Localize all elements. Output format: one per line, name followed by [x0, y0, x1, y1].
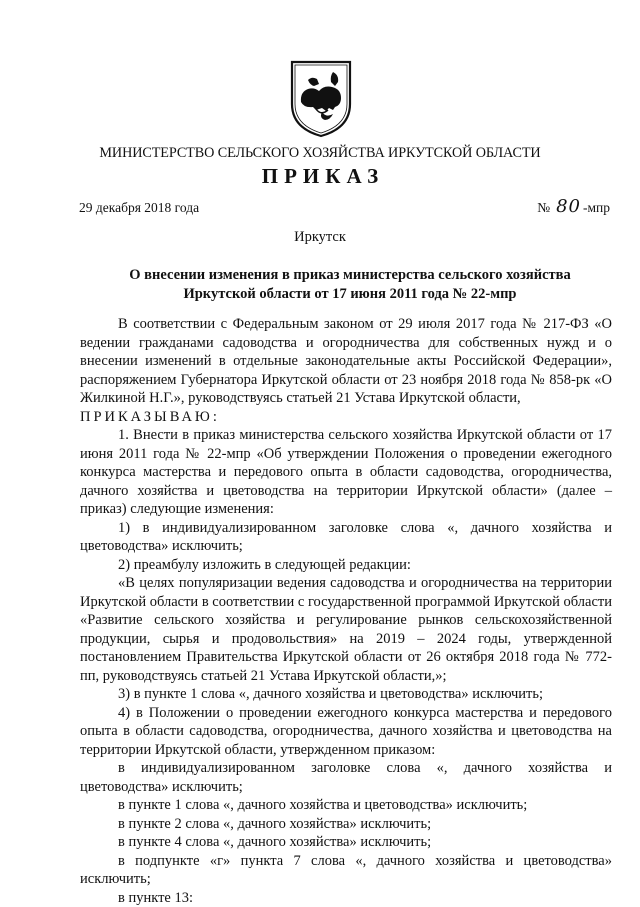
paragraph-10: в пункте 4 слова «, дачного хозяйства» исключить; — [80, 833, 612, 852]
preamble-paragraph: В соответствии с Федеральным законом от 29 июля 2017 года № 217-ФЗ «О ведении гражданами садоводства и огородничества для собственных нужд и о внесении изменений в отдельные законодательные акты Российской Федерации», распоряжением Губернатора Иркутской области от 23 ноября 2018 года № 858-рк «О Жилкиной Н.Г.», руководствуясь статьей 21 Устава Иркутской области, — [80, 315, 612, 408]
document-date: 29 декабря 2018 года — [79, 200, 199, 216]
paragraph-11: в подпункте «г» пункта 7 слова «, дачного хозяйства и цветоводства» исключить; — [80, 852, 612, 889]
paragraph-8: в пункте 1 слова «, дачного хозяйства и цветоводства» исключить; — [80, 796, 612, 815]
document-heading — [80, 266, 620, 304]
paragraph-6: 4) в Положении о проведении ежегодного конкурса мастерства и передового опыта в области садоводства, огородничества, дачного хозяйства и цветоводства на территории Иркутской области, утвержденном приказом: — [80, 704, 612, 760]
paragraph-4: «В целях популяризации ведения садоводства и огородничества на территории Иркутской области в соответствии с государственной программой Иркутской области «Развитие сельского хозяйства и регулирование рынков сельскохозяйственной продукции, сырья и продовольствия» на 2019 – 2024 годы, утвержденной постановлением Правительства Иркутской области от 26 октября 2018 года № 772-пп, руководствуясь статьей 21 Устава Иркутской области,»; — [80, 574, 612, 685]
paragraph-12: в пункте 13: — [80, 889, 612, 907]
paragraph-1: 1. Внести в приказ министерства сельского хозяйства Иркутской области от 17 июня 2011 года № 22-мпр «Об утверждении Положения о проведении ежегодного конкурса мастерства и передового опыта в области садоводства, огородничества, дачного хозяйства и цветоводства на территории Иркутской области» (далее – приказ) следующие изменения: — [80, 426, 612, 519]
document-number — [537, 196, 610, 217]
number-suffix: -мпр — [583, 200, 610, 216]
paragraph-7: в индивидуализированном заголовке слова «, дачного хозяйства и цветоводства» исключить; — [80, 759, 612, 796]
number-sign: № — [537, 200, 550, 216]
paragraph-2: 1) в индивидуализированном заголовке слова «, дачного хозяйства и цветоводства» исключить; — [80, 519, 612, 556]
document-type-title: ПРИКАЗ — [0, 164, 640, 189]
document-city: Иркутск — [0, 229, 640, 246]
ministry-name: МИНИСТЕРСТВО СЕЛЬСКОГО ХОЗЯЙСТВА ИРКУТСКОЙ ОБЛАСТИ — [0, 145, 640, 162]
document-body — [80, 315, 612, 907]
number-value-handwritten: 80 — [556, 196, 581, 217]
paragraph-3: 2) преамбулу изложить в следующей редакции: — [80, 556, 612, 575]
paragraph-9: в пункте 2 слова «, дачного хозяйства» исключить; — [80, 815, 612, 834]
irkutsk-coat-of-arms-icon — [286, 58, 356, 138]
heading-line-2: Иркутской области от 17 июня 2011 года № 22-мпр — [80, 285, 620, 304]
heading-line-1: О внесении изменения в приказ министерства сельского хозяйства — [80, 266, 620, 285]
paragraph-5: 3) в пункте 1 слова «, дачного хозяйства и цветоводства» исключить; — [80, 685, 612, 704]
order-word: ПРИКАЗЫВАЮ: — [80, 408, 612, 427]
